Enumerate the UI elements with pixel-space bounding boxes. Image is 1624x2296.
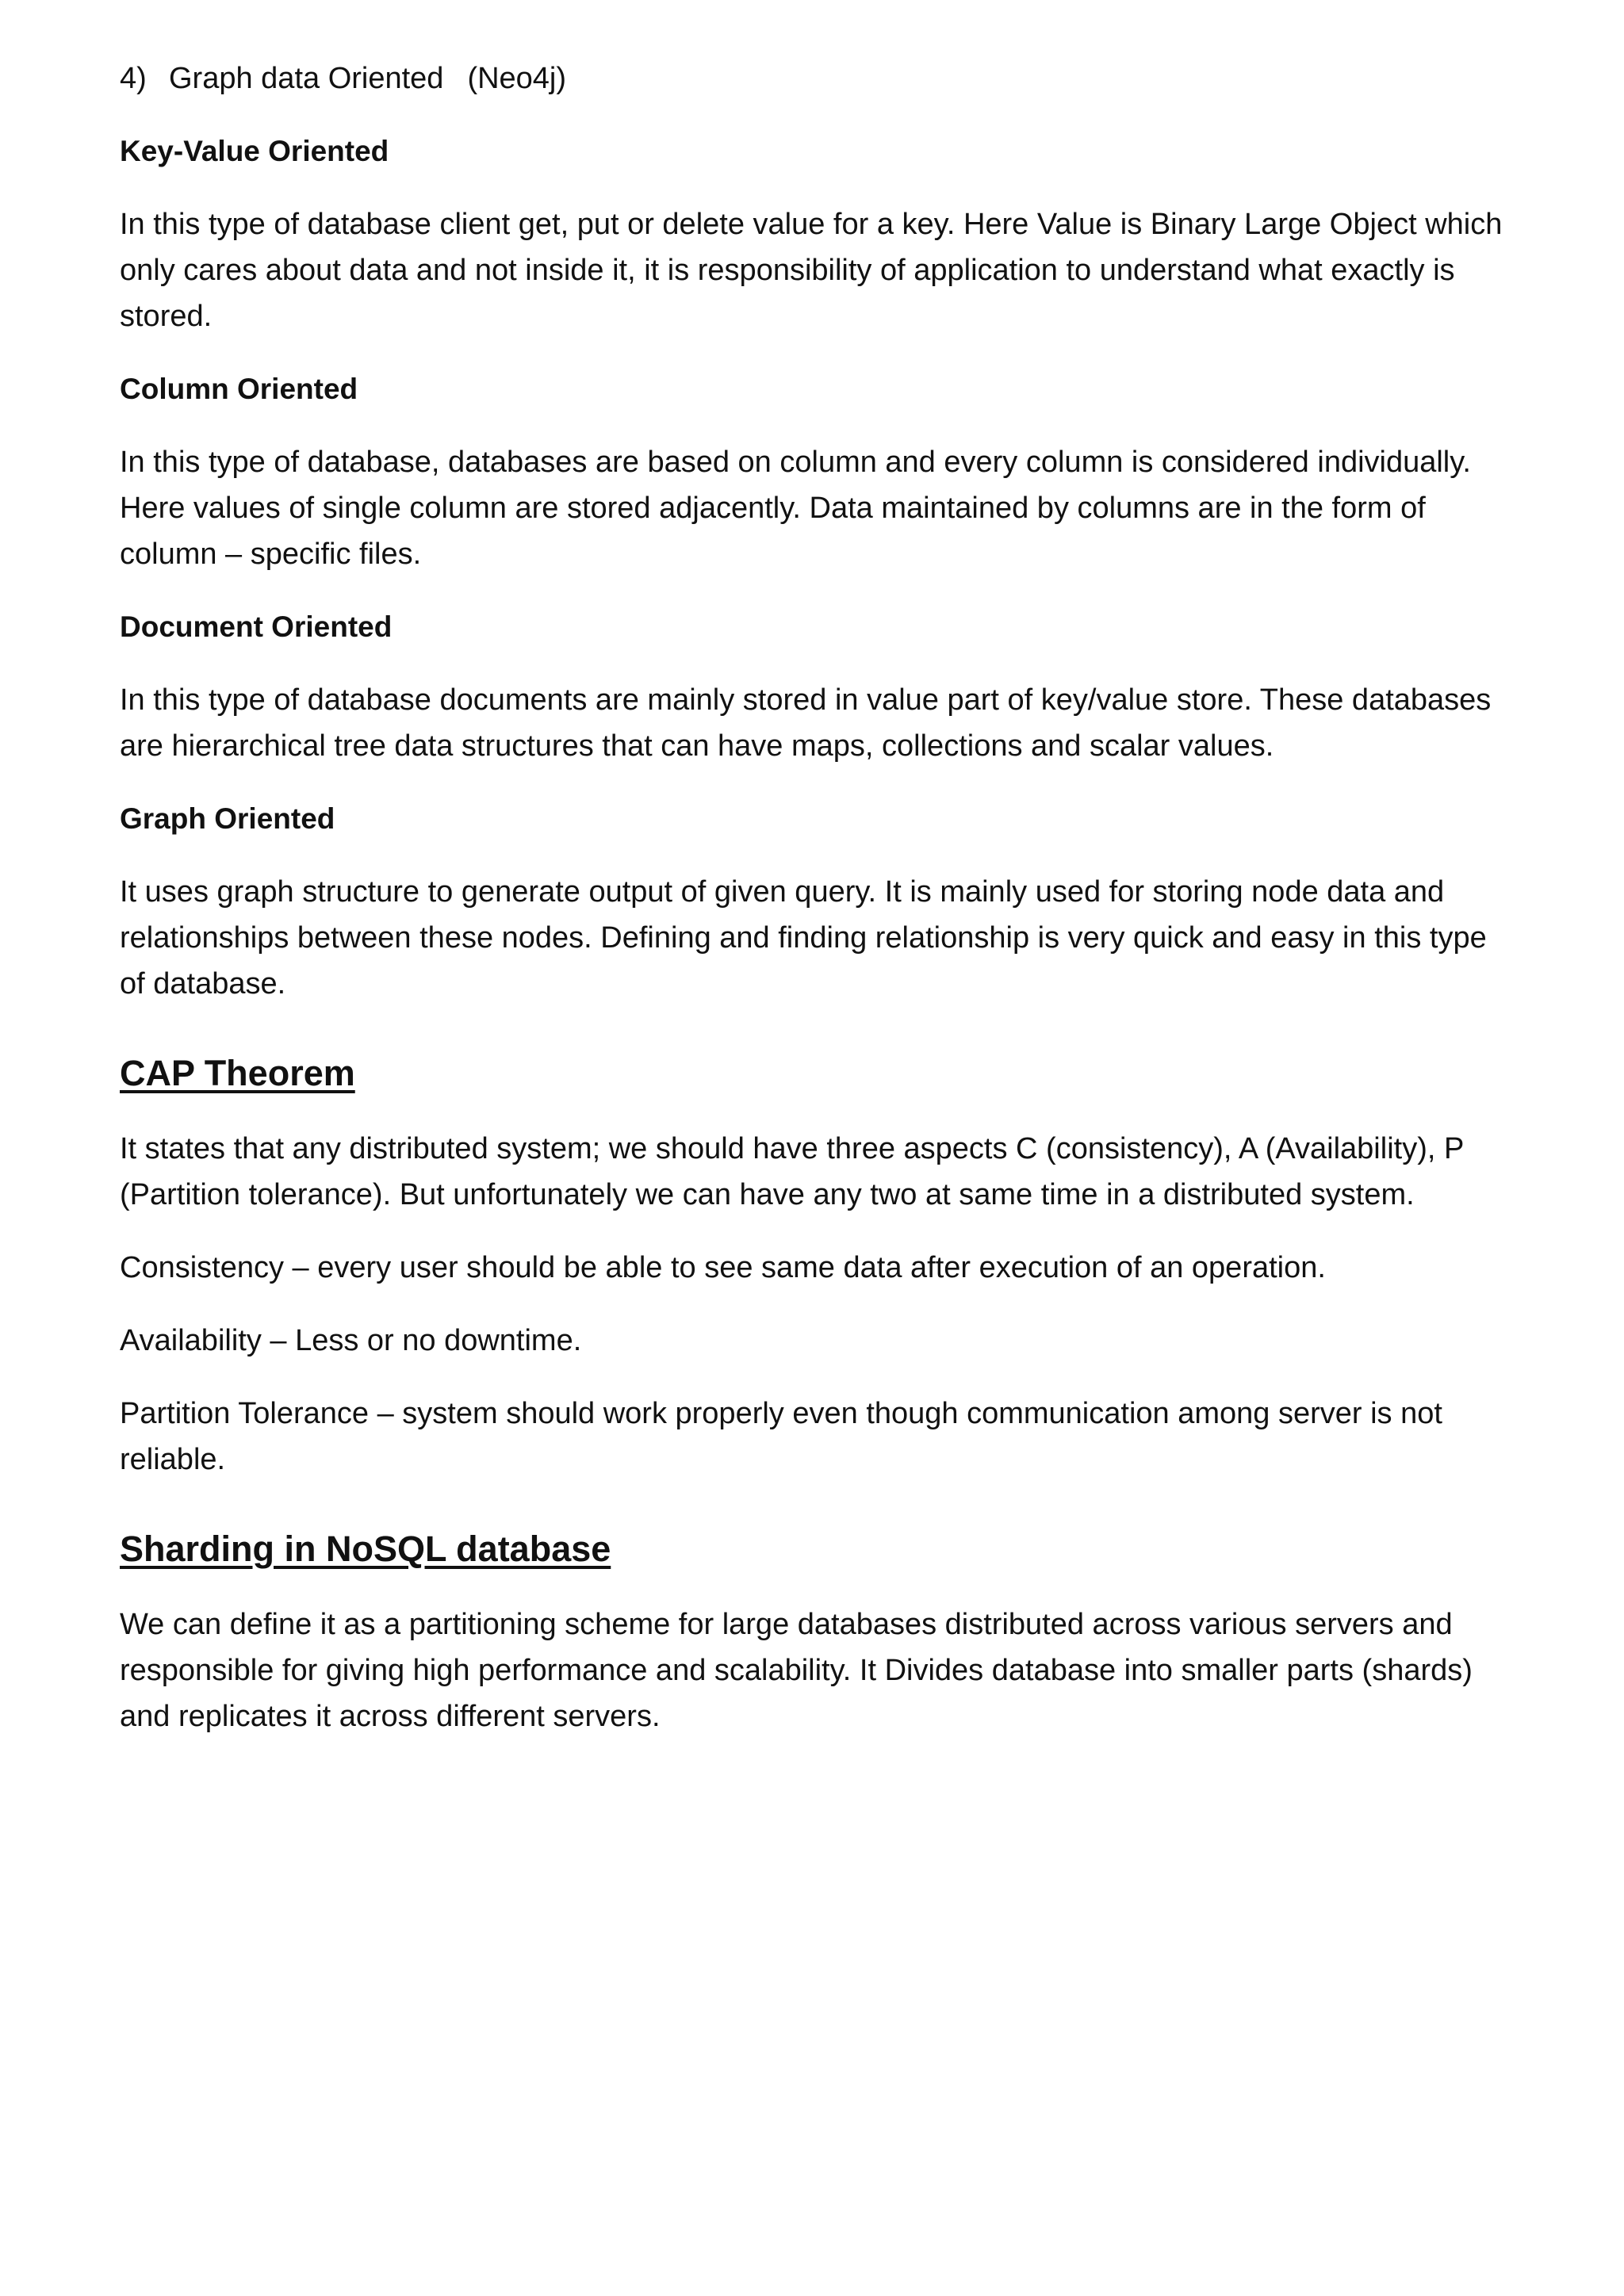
cap-availability: Availability – Less or no downtime.	[120, 1324, 582, 1357]
graph-body: It uses graph structure to generate output of given query. It is mainly used for storing node data and relationships between these nodes. Defining and finding relationship is very quick and easy in this type of database.	[120, 875, 1487, 1001]
cap-partition-tolerance: Partition Tolerance – system should work properly even though communication among server is not reliable.	[120, 1397, 1442, 1476]
document-heading: Document Oriented	[120, 610, 393, 643]
list-number: 4)	[120, 62, 147, 95]
key-value-heading: Key-Value Oriented	[120, 135, 389, 167]
sharding-body: We can define it as a partitioning scheme for large databases distributed across various servers and responsible for giving high performance and scalability. It Divides database into smaller parts (shards) and replicates it across different servers.	[120, 1608, 1473, 1733]
list-item-graph-data	[120, 55, 1515, 101]
cap-intro: It states that any distributed system; we should have three aspects C (consistency), A (Availability), P (Partition tolerance). But unfortunately we can have any two at same time in a distributed system.	[120, 1132, 1464, 1211]
sharding-title: Sharding in NoSQL database	[120, 1529, 611, 1569]
cap-theorem-title: CAP Theorem	[120, 1053, 355, 1093]
document-page	[120, 55, 1515, 1766]
document-body: In this type of database documents are mainly stored in value part of key/value store. These databases are hierarchical tree data structures that can have maps, collections and scalar values.	[120, 683, 1492, 763]
list-label: Graph data Oriented	[169, 62, 444, 95]
column-body: In this type of database, databases are based on column and every column is considered individually. Here values of single column are stored adjacently. Data maintained by columns are in the form of column – specific files.	[120, 446, 1471, 571]
list-example: (Neo4j)	[467, 62, 567, 95]
column-heading: Column Oriented	[120, 373, 358, 405]
cap-consistency: Consistency – every user should be able to see same data after execution of an operation.	[120, 1251, 1326, 1284]
graph-heading: Graph Oriented	[120, 802, 335, 835]
key-value-body: In this type of database client get, put or delete value for a key. Here Value is Binary Large Object which only cares about data and not inside it, it is responsibility of application to understand what exactly is stored.	[120, 208, 1503, 333]
